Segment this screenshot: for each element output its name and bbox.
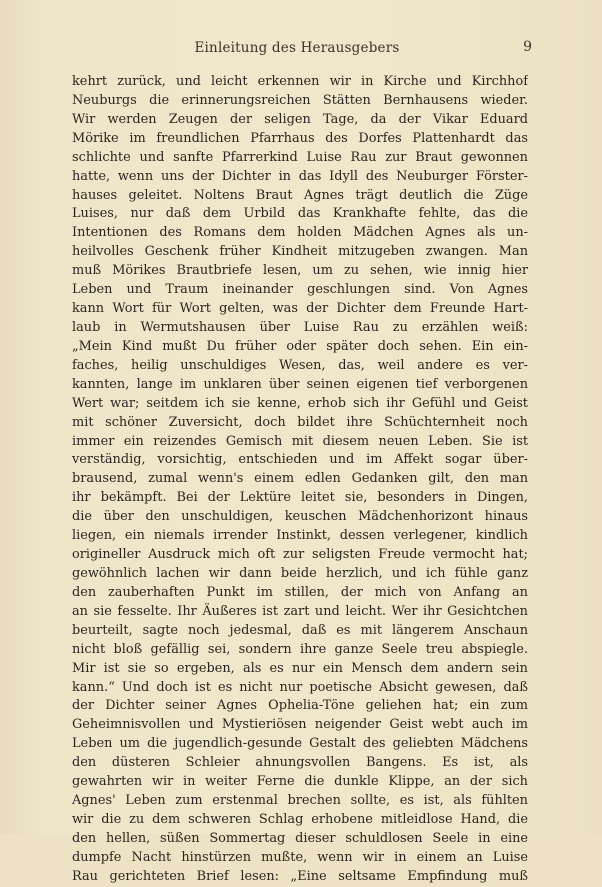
text-line: kann.“ Und doch ist es nicht nur poetische Absicht gewesen, daß xyxy=(72,679,528,695)
text-line: die über den unschuldigen, keuschen Mädchenhorizont hinaus xyxy=(72,509,528,525)
text-line: dumpfe Nacht hinstürzen mußte, wenn wir in einem an Luise xyxy=(72,849,528,865)
text-line: kehrt zurück, und leicht erkennen wir in Kirche und Kirchhof xyxy=(72,74,528,89)
text-line: beurteilt, sagte noch jedesmal, daß es mit längerem Anschaun xyxy=(72,622,528,638)
text-line: faches, heilig unschuldiges Wesen, das, weil andere es ver- xyxy=(72,357,528,373)
text-line: Leben und Traum ineinander geschlungen sind. Von Agnes xyxy=(72,282,528,298)
text-line: den zauberhaften Punkt im stillen, der mich von Anfang an xyxy=(72,584,528,600)
text-line: „Mein Kind mußt Du früher oder später doch sehen. Ein ein- xyxy=(72,338,528,354)
text-line: der Dichter seiner Agnes Ophelia-Töne geliehen hat; ein zum xyxy=(72,698,528,714)
running-title: Einleitung des Herausgebers xyxy=(194,40,400,56)
text-line: hatte, wenn uns der Dichter in das Idyll des Neuburger Förster- xyxy=(72,168,528,184)
text-line: Wir werden Zeugen der seligen Tage, da der Vikar Eduard xyxy=(72,111,528,127)
text-line: Agnes' Leben zum erstenmal brechen sollte, es ist, als fühlten xyxy=(72,793,528,809)
text-line: mit schöner Zuversicht, doch bildet ihre Schüchternheit noch xyxy=(72,414,528,430)
text-line: Rau gerichteten Brief lesen: „Eine seltsame Empfindung muß xyxy=(72,868,528,884)
text-line: Intentionen des Romans dem holden Mädchen Agnes als un- xyxy=(72,225,528,241)
text-line: origineller Ausdruck mich oft zur seligsten Freude vermocht hat; xyxy=(72,547,528,563)
text-line: Leben um die jugendlich-gesunde Gestalt des geliebten Mädchens xyxy=(72,736,528,752)
text-line: laub in Wermutshausen über Luise Rau zu erzählen weiß: xyxy=(72,319,528,335)
text-line: hauses geleitet. Noltens Braut Agnes trägt deutlich die Züge xyxy=(72,187,528,203)
text-line: heilvolles Geschenk früher Kindheit mitzugeben zwangen. Man xyxy=(72,244,528,260)
text-line: schlichte und sanfte Pfarrerkind Luise Rau zur Braut gewonnen xyxy=(72,149,528,165)
text-line: den düsteren Schleier ahnungsvollen Bangens. Es ist, als xyxy=(72,755,528,771)
text-line: muß Mörikes Brautbriefe lesen, um zu sehen, wie innig hier xyxy=(72,263,528,279)
text-line: an sie fesselte. Ihr Äußeres ist zart und leicht. Wer ihr Gesichtchen xyxy=(72,603,528,619)
text-line: Mörike im freundlichen Pfarrhaus des Dorfes Plattenhardt das xyxy=(72,130,528,146)
text-line: Mir ist sie so ergeben, als es nur ein Mensch dem andern sein xyxy=(72,660,528,676)
text-line: liegen, ein niemals irrender Instinkt, dessen verlegener, kindlich xyxy=(72,528,528,544)
text-line: Geheimnisvollen und Mystieriösen neigender Geist webt auch im xyxy=(72,717,528,733)
text-line: den hellen, süßen Sommertag dieser schuldlosen Seele in eine xyxy=(72,830,528,846)
text-line: immer ein reizendes Gemisch mit diesem neuen Leben. Sie ist xyxy=(72,433,528,449)
text-line: gewahrten wir in weiter Ferne die dunkle Klippe, an der sich xyxy=(72,774,528,790)
text-line: verständig, vorsichtig, entschieden und im Affekt sogar über- xyxy=(72,452,528,468)
text-line: brausend, zumal wenn's einem edlen Gedanken gilt, den man xyxy=(72,471,528,487)
text-line: Wert war; seitdem ich sie kenne, erhob sich ihr Gefühl und Geist xyxy=(72,395,528,411)
text-line: Neuburgs die erinnerungsreichen Stätten Bernhausens wieder. xyxy=(72,92,528,108)
text-line: kannten, lange im unklaren über seinen eigenen tief verborgenen xyxy=(72,376,528,392)
text-line: ihr bekämpft. Bei der Lektüre leitet sie, besonders in Dingen, xyxy=(72,490,528,506)
body-text xyxy=(72,73,528,887)
text-line: wir die zu dem schweren Schlag erhobene mitleidlose Hand, die xyxy=(72,811,528,827)
text-line: gewöhnlich lachen wir dann beide herzlich, und ich fühle ganz xyxy=(72,565,528,581)
text-line: kann Wort für Wort gelten, was der Dichter dem Freunde Hart- xyxy=(72,301,528,317)
text-line: nicht bloß gefällig sei, sondern ihre ganze Seele treu abspiegle. xyxy=(72,641,528,657)
page-number: 9 xyxy=(523,39,532,55)
page-header xyxy=(72,39,532,62)
text-line: Luises, nur daß dem Urbild das Krankhafte fehlte, das die xyxy=(72,206,528,222)
